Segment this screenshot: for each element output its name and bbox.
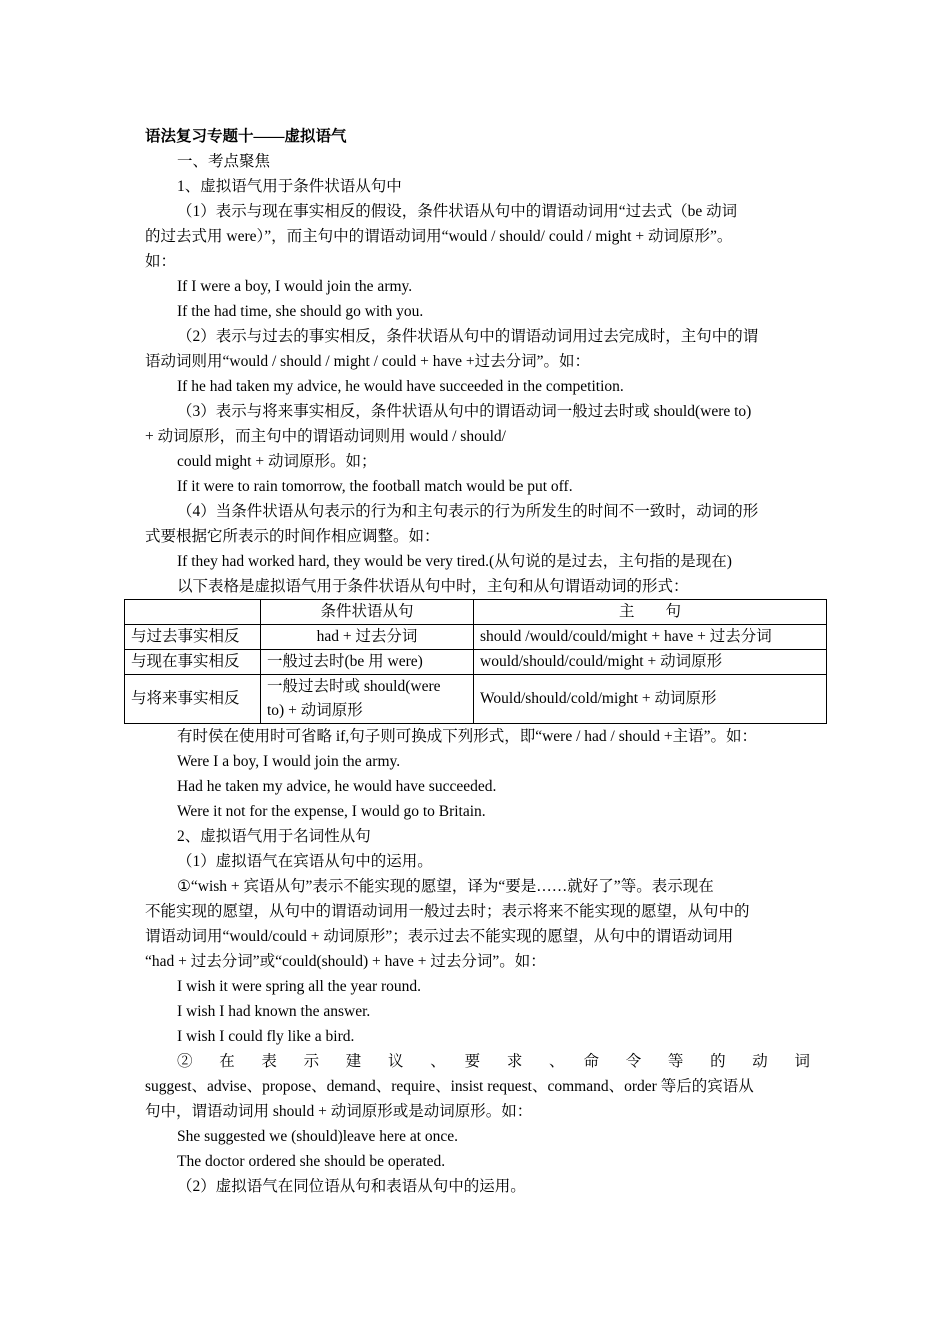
subsection-heading: （2）虚拟语气在同位语从句和表语从句中的运用。: [177, 1178, 526, 1195]
table-header-cell: 条件状语从句: [261, 600, 474, 625]
document-title: 语法复习专题十——虚拟语气: [145, 128, 347, 145]
subsection-heading: 2、虚拟语气用于名词性从句: [177, 828, 371, 845]
subsection-heading: （1）虚拟语气在宾语从句中的运用。: [177, 853, 433, 870]
paragraph-line: 句中，谓语动词用 should + 动词原形或是动词原形。如：: [145, 1103, 533, 1120]
paragraph-line: （1）表示与现在事实相反的假设，条件状语从句中的谓语动词用“过去式（be 动词: [177, 203, 738, 220]
example-sentence: If it were to rain tomorrow, the football match would be put off.: [177, 478, 573, 495]
table-cell: 与过去事实相反: [125, 625, 261, 650]
example-sentence: I wish it were spring all the year round.: [177, 978, 422, 995]
table-header-cell: [125, 600, 261, 625]
paragraph-line: （3）表示与将来事实相反，条件状语从句中的谓语动词一般过去时或 should(were to): [177, 403, 752, 420]
example-sentence: Were it not for the expense, I would go to Britain.: [177, 803, 486, 820]
table-cell: would/should/could/might + 动词原形: [474, 650, 827, 675]
example-sentence: If I were a boy, I would join the army.: [177, 278, 413, 295]
verb-form-table: [124, 599, 827, 724]
section-heading: 一、考点聚焦: [177, 153, 271, 170]
paragraph-line: could might + 动词原形。如；: [177, 453, 377, 470]
paragraph-line: 如：: [145, 253, 177, 270]
paragraph-line: + 动词原形，而主句中的谓语动词则用 would / should/: [145, 428, 506, 445]
table-cell: 与现在事实相反: [125, 650, 261, 675]
subsection-heading: 1、虚拟语气用于条件状语从句中: [177, 178, 402, 195]
table-cell: 一般过去时(be 用 were): [261, 650, 474, 675]
paragraph-line: （4）当条件状语从句表示的行为和主句表示的行为所发生的时间不一致时，动词的形: [177, 503, 759, 520]
paragraph-line: “had + 过去分词”或“could(should) + have + 过去分词”。如：: [145, 953, 546, 970]
table-intro: 以下表格是虚拟语气用于条件状语从句中时，主句和从句谓语动词的形式：: [177, 578, 689, 595]
paragraph-line: ①“wish + 宾语从句”表示不能实现的愿望，译为“要是……就好了”等。表示现在: [177, 878, 714, 895]
paragraph-line: suggest、advise、propose、demand、require、insist request、command、order 等后的宾语从: [145, 1078, 754, 1095]
example-sentence: I wish I had known the answer.: [177, 1003, 371, 1020]
table-row: [125, 675, 827, 724]
example-sentence: If the had time, she should go with you.: [177, 303, 424, 320]
paragraph-line: ② 在 表 示 建 议 、 要 求 、 命 令 等 的 动 词: [177, 1053, 810, 1070]
document-body: [131, 124, 810, 1199]
table-header-cell: 主 句: [474, 600, 827, 625]
table-row: [125, 625, 827, 650]
table-cell-line: to) + 动词原形: [267, 702, 363, 719]
paragraph-line: 有时侯在使用时可省略 if,句子则可换成下列形式，即“were / had / should +主语”。如：: [177, 728, 758, 745]
paragraph-line: 谓语动词用“would/could + 动词原形”；表示过去不能实现的愿望，从句中的谓语动词用: [145, 928, 734, 945]
example-sentence: The doctor ordered she should be operated.: [177, 1153, 446, 1170]
table-header-row: [125, 600, 827, 625]
paragraph-line: 式要根据它所表示的时间作相应调整。如：: [145, 528, 440, 545]
example-sentence: Were I a boy, I would join the army.: [177, 753, 401, 770]
table-cell: Would/should/cold/might + 动词原形: [474, 675, 827, 724]
table-cell: 与将来事实相反: [125, 675, 261, 724]
paragraph-line: 语动词则用“would / should / might / could + have +过去分词”。如：: [145, 353, 590, 370]
example-sentence: If they had worked hard, they would be very tired.(从句说的是过去，主句指的是现在): [177, 553, 732, 570]
paragraph-line: 不能实现的愿望，从句中的谓语动词用一般过去时；表示将来不能实现的愿望，从句中的: [145, 903, 750, 920]
paragraph-line: 的过去式用 were）”，而主句中的谓语动词用“would / should/ could / might + 动词原形”。: [145, 228, 733, 245]
table-row: [125, 650, 827, 675]
example-sentence: Had he taken my advice, he would have succeeded.: [177, 778, 497, 795]
table-cell-line: 一般过去时或 should(were: [267, 678, 441, 695]
example-sentence: She suggested we (should)leave here at once.: [177, 1128, 459, 1145]
example-sentence: If he had taken my advice, he would have succeeded in the competition.: [177, 378, 624, 395]
table-cell: had + 过去分词: [261, 625, 474, 650]
table-cell: [261, 675, 474, 724]
table-cell: should /would/could/might + have + 过去分词: [474, 625, 827, 650]
paragraph-line: （2）表示与过去的事实相反，条件状语从句中的谓语动词用过去完成时，主句中的谓: [177, 328, 759, 345]
example-sentence: I wish I could fly like a bird.: [177, 1028, 355, 1045]
